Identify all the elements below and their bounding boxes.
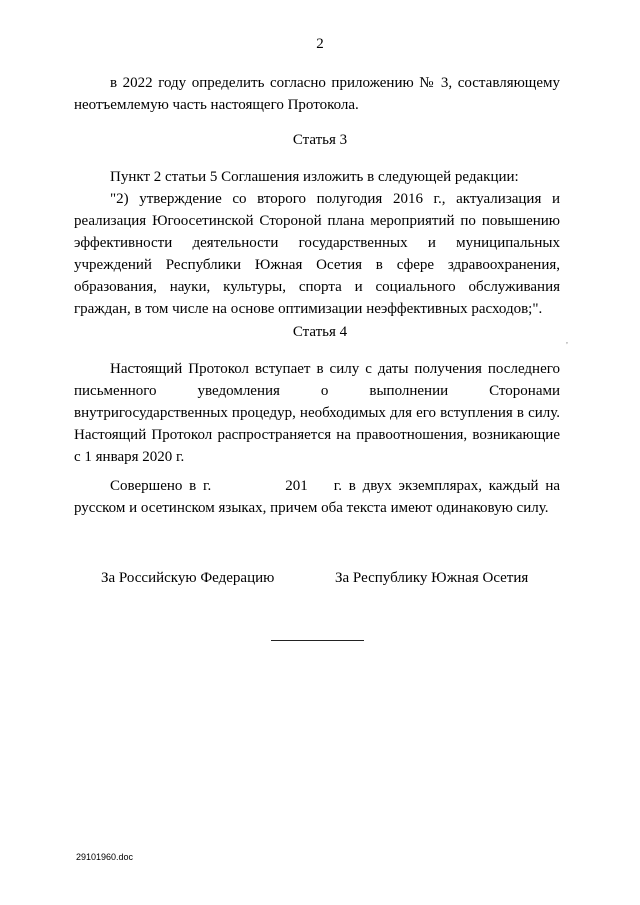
closing-line [271,640,364,641]
done-at-paragraph [74,475,560,519]
article-3-lead: Пункт 2 статьи 5 Соглашения изложить в следующей редакции: [110,169,519,185]
page-number: 2 [316,36,324,52]
signature-left: За Российскую Федерацию [101,570,275,586]
article-4-text: Настоящий Протокол вступает в силу с даты получения последнего письменного уведомления о выполнении Сторонами внутригосударственных процедур, необходимых для его вступления в силу. Настоящий Протокол распространяется на правоотношения, возникающие с 1 января 2020 г. [74,361,560,465]
margin-mark: , [566,336,568,345]
article-4-heading: Статья 4 [292,324,348,340]
signature-right: За Республику Южная Осетия [335,570,529,586]
intro-paragraph: в 2022 году определить согласно приложению № 3, составляющему неотъемлемую часть настоящего Протокола. [74,75,560,113]
done-at-year: 201 [285,478,308,494]
article-3-quote: "2) утверждение со второго полугодия 2016 г., актуализация и реализация Югоосетинской Стороной плана мероприятий по повышению эффективности деятельности государственных и муниципальных учреждений Республики Южная Осетия в сфере здравоохранения, образования, науки, культуры, спорта и социального обслуживания граждан, в том числе на основе оптимизации неэффективных расходов;". [74,191,560,317]
done-at-part2: г. в двух экземплярах, каждый на русском и осетинском языках, причем оба текста имеют одинаковую силу. [74,478,561,516]
footer-code: 29101960.doc [76,852,134,862]
article-3-heading: Статья 3 [292,132,348,148]
done-at-part1: Совершено в г. [110,478,212,494]
